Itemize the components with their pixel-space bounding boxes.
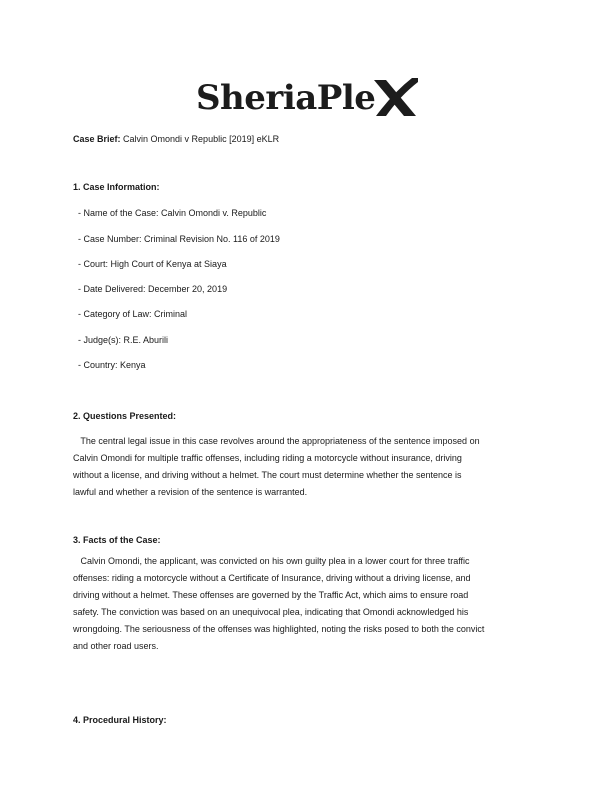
logo-wordmark: SheriaPle — [196, 78, 376, 118]
paragraph-line: driving without a helmet. These offenses are governed by the Traffic Act, which aims to ensure road — [73, 590, 469, 600]
case-info-item: - Case Number: Criminal Revision No. 116 of 2019 — [78, 234, 280, 244]
case-info-item: - Country: Kenya — [78, 360, 146, 370]
x-mark-icon — [372, 78, 418, 118]
section-heading-questions-presented: 2. Questions Presented: — [73, 411, 177, 421]
facts-paragraph — [73, 553, 543, 655]
section-heading-procedural-history: 4. Procedural History: — [73, 715, 167, 725]
paragraph-line: Calvin Omondi, the applicant, was convicted on his own guilty plea in a lower court for three traffic — [73, 556, 470, 566]
section-heading-facts: 3. Facts of the Case: — [73, 535, 161, 545]
case-info-item: - Judge(s): R.E. Aburili — [78, 335, 169, 345]
paragraph-line: without a license, and driving without a helmet. The court must determine whether the sentence is — [73, 470, 462, 480]
case-info-item: - Name of the Case: Calvin Omondi v. Republic — [78, 208, 267, 218]
paragraph-line: and other road users. — [73, 641, 159, 651]
paragraph-line: lawful and whether a revision of the sentence is warranted. — [73, 487, 308, 497]
paragraph-line: Calvin Omondi for multiple traffic offenses, including riding a motorcycle without insurance, driving — [73, 453, 462, 463]
paragraph-line: offenses: riding a motorcycle without a Certificate of Insurance, driving without a driving license, and — [73, 573, 471, 583]
paragraph-line: The central legal issue in this case revolves around the appropriateness of the sentence imposed on — [73, 436, 480, 446]
case-info-item: - Court: High Court of Kenya at Siaya — [78, 259, 227, 269]
paragraph-line: wrongdoing. The seriousness of the offenses was highlighted, noting the risks posed to both the convict — [73, 624, 485, 634]
case-info-item: - Category of Law: Criminal — [78, 309, 188, 319]
paragraph-line: safety. The conviction was based on an unequivocal plea, indicating that Omondi acknowledged his — [73, 607, 469, 617]
case-info-item: - Date Delivered: December 20, 2019 — [78, 284, 228, 294]
section-heading-case-information: 1. Case Information: — [73, 182, 160, 192]
case-brief-label: Case Brief: — [73, 134, 121, 144]
sheriaplex-logo — [0, 74, 612, 122]
questions-presented-paragraph — [73, 433, 543, 501]
case-brief-line — [73, 133, 279, 145]
case-brief-title: Calvin Omondi v Republic [2019] eKLR — [120, 134, 280, 144]
